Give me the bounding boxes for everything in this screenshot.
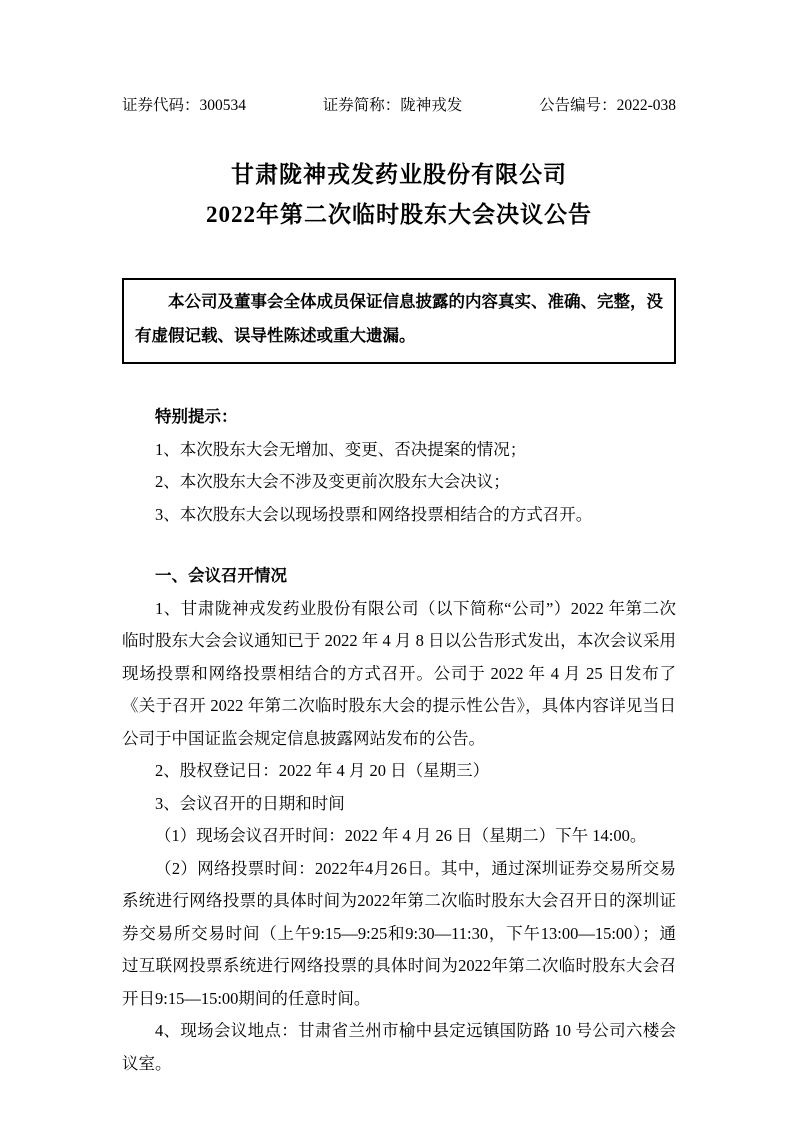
stock-code: 证券代码：300534 xyxy=(122,97,247,114)
document-header xyxy=(122,96,676,116)
section1-paragraph-1: 1、甘肃陇神戎发药业股份有限公司（以下简称“公司”）2022 年第二次临时股东大会会议通知已于 2022 年 4 月 8 日以公告形式发出，本次会议采用现场投票和网络投票相结合的方式召开。公司于 2022 年 4 月 25 日发布了《关于召开 2022 年第二次临时股东大会的提示性公告》，具体内容详见当日公司于中国证监会规定信息披露网站发布的公告。 xyxy=(122,598,676,748)
special-notice-heading: 特别提示： xyxy=(155,407,238,426)
special-notice-item-3: 3、本次股东大会以现场投票和网络投票相结合的方式召开。 xyxy=(155,504,593,524)
document-title: 2022年第二次临时股东大会决议公告 xyxy=(206,202,592,227)
stock-name: 证券简称：陇神戎发 xyxy=(322,97,463,114)
section1-heading: 一、会议召开情况 xyxy=(155,566,287,585)
section1-paragraph-2: 2、股权登记日：2022 年 4 月 20 日（星期三） xyxy=(155,761,490,780)
section1-paragraph-5: （2）网络投票时间：2022年4月26日。其中，通过深圳证券交易所交易系统进行网络投票的具体时间为2022年第二次临时股东大会召开日的深圳证券交易所交易时间（上午9:15—9:25和9:30—11:30，下午13:00—15:00）；通过互联网投票系统进行网络投票的具体时间为2022年第二次临时股东大会召开日9:15—15:00期间的任意时间。 xyxy=(122,858,676,1008)
section1-paragraph-3: 3、会议召开的日期和时间 xyxy=(155,793,345,813)
disclaimer-box xyxy=(122,278,676,364)
special-notice-item-2: 2、本次股东大会不涉及变更前次股东大会决议； xyxy=(155,472,510,491)
special-notice-item-1: 1、本次股东大会无增加、变更、否决提案的情况； xyxy=(155,439,527,459)
section1-paragraph-4: （1）现场会议召开时间：2022 年 4 月 26 日（星期二）下午 14:00。 xyxy=(155,826,647,845)
disclaimer-text: 本公司及董事会全体成员保证信息披露的内容真实、准确、完整，没有虚假记载、误导性陈述或重大遗漏。 xyxy=(135,292,663,345)
section1-paragraph-6: 4、现场会议地点：甘肃省兰州市榆中县定远镇国防路 10 号公司六楼会议室。 xyxy=(122,1021,676,1073)
announcement-number: 公告编号：2022-038 xyxy=(539,97,676,114)
company-name-title: 甘肃陇神戎发药业股份有限公司 xyxy=(231,162,567,187)
